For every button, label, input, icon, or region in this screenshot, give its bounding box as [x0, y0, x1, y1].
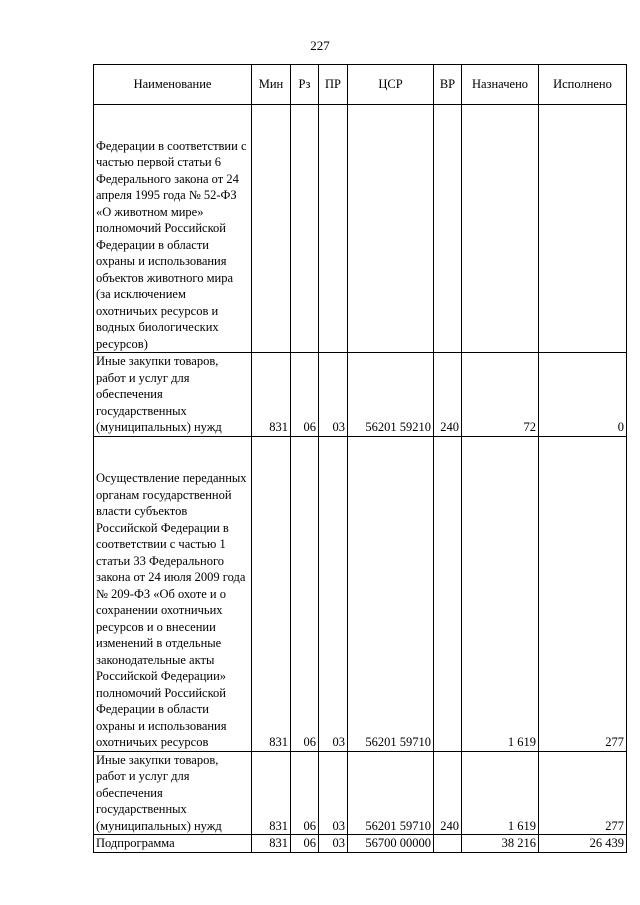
- header-ispolneno: Исполнено: [539, 65, 627, 105]
- row-name: Иные закупки товаров, работ и услуг для обеспечения государственных (муниципальных) нужд: [94, 353, 252, 437]
- table-header-row: [94, 65, 627, 105]
- row-rz: 06: [291, 751, 319, 835]
- row-pr: 03: [319, 835, 348, 853]
- row-vr: [434, 436, 462, 751]
- row-min: 831: [252, 353, 291, 437]
- header-min: Мин: [252, 65, 291, 105]
- row-ispolneno: 26 439: [539, 835, 627, 853]
- row-naznacheno: 38 216: [462, 835, 539, 853]
- row-min: [252, 105, 291, 353]
- row-pr: 03: [319, 436, 348, 751]
- row-ispolneno: [539, 105, 627, 353]
- row-csr: 56700 00000: [348, 835, 434, 853]
- row-name: Иные закупки товаров, работ и услуг для обеспечения государственных (муниципальных) нужд: [94, 751, 252, 835]
- row-pr: [319, 105, 348, 353]
- page-number: 227: [310, 38, 330, 53]
- row-naznacheno: [462, 105, 539, 353]
- row-vr: [434, 835, 462, 853]
- row-vr: 240: [434, 751, 462, 835]
- row-name: Подпрограмма: [94, 835, 252, 853]
- row-vr: [434, 105, 462, 353]
- header-pr: ПР: [319, 65, 348, 105]
- row-ispolneno: 277: [539, 751, 627, 835]
- row-min: 831: [252, 751, 291, 835]
- table-row: [94, 105, 627, 353]
- row-csr: 56201 59710: [348, 751, 434, 835]
- row-pr: 03: [319, 751, 348, 835]
- table-row: [94, 353, 627, 437]
- row-rz: 06: [291, 835, 319, 853]
- row-rz: 06: [291, 436, 319, 751]
- row-rz: 06: [291, 353, 319, 437]
- row-name: Федерации в соответствии с частью первой статьи 6 Федерального закона от 24 апреля 1995 года № 52-ФЗ «О животном мире» полномочий Российской Федерации в области охраны и использования объектов животного мира (за исключением охотничьих ресурсов и водных биологических ресурсов): [94, 105, 252, 353]
- row-naznacheno: 1 619: [462, 436, 539, 751]
- header-naznacheno: Назначено: [462, 65, 539, 105]
- row-naznacheno: 72: [462, 353, 539, 437]
- header-rz: Рз: [291, 65, 319, 105]
- row-ispolneno: 277: [539, 436, 627, 751]
- row-naznacheno: 1 619: [462, 751, 539, 835]
- row-min: 831: [252, 436, 291, 751]
- table-row: [94, 436, 627, 751]
- budget-table: [93, 64, 627, 853]
- row-csr: 56201 59710: [348, 436, 434, 751]
- table-row: [94, 835, 627, 853]
- row-vr: 240: [434, 353, 462, 437]
- row-csr: [348, 105, 434, 353]
- row-pr: 03: [319, 353, 348, 437]
- header-csr: ЦСР: [348, 65, 434, 105]
- header-vr: ВР: [434, 65, 462, 105]
- row-csr: 56201 59210: [348, 353, 434, 437]
- row-name: Осуществление переданных органам государственной власти субъектов Российской Федерации в соответствии с частью 1 статьи 33 Федерального закона от 24 июля 2009 года № 209-ФЗ «Об охоте и о сохранении охотничьих ресурсов и о внесении изменений в отдельные законодательные акты Российской Федерации» полномочий Российской Федерации в области охраны и использования охотничьих ресурсов: [94, 436, 252, 751]
- row-ispolneno: 0: [539, 353, 627, 437]
- table-row: [94, 751, 627, 835]
- row-rz: [291, 105, 319, 353]
- header-name: Наименование: [94, 65, 252, 105]
- row-min: 831: [252, 835, 291, 853]
